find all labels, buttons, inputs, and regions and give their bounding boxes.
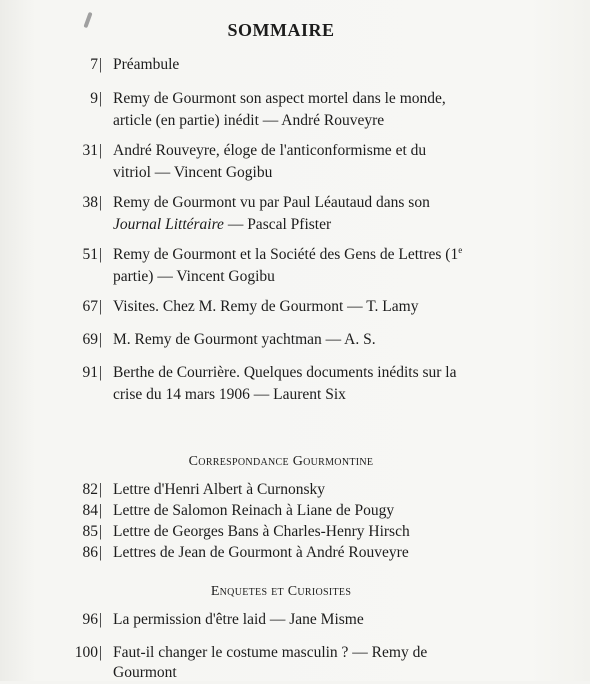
entry-page-number: 91 <box>82 364 98 381</box>
separator: | <box>99 544 103 561</box>
separator: | <box>99 364 103 381</box>
separator: | <box>99 56 103 73</box>
separator: | <box>99 194 103 211</box>
separator: | <box>99 90 103 107</box>
entry-title-line-2: article (en partie) inédit — André Rouveyre <box>113 112 385 129</box>
entry-page-number: 84 <box>82 502 98 519</box>
entry-title-line-1: Remy de Gourmont vu par Paul Léautaud dans son <box>113 194 430 211</box>
entry-title-line-1: Faut-il changer le costume masculin ? — Remy de <box>113 644 428 661</box>
entry-title-line-1: Berthe de Courrière. Quelques documents inédits sur la <box>113 364 457 381</box>
section-heading-correspondance: Correspondance Gourmontine <box>188 454 374 469</box>
entry-title-line-2: crise du 14 mars 1906 — Laurent Six <box>113 386 346 403</box>
journal-title: Journal Littéraire <box>113 216 224 233</box>
entry-title-line-1 <box>113 244 490 266</box>
separator: | <box>99 644 103 661</box>
entry-page-number: 38 <box>82 194 98 211</box>
entry-title: Visites. Chez M. Remy de Gourmont — T. Lamy <box>113 298 419 315</box>
entry-title: M. Remy de Gourmont yachtman — A. S. <box>113 331 376 348</box>
entry-title-line-1: André Rouveyre, éloge de l'anticonformisme et du <box>113 142 427 159</box>
entry-title: Lettre de Georges Bans à Charles-Henry Hirsch <box>113 523 410 540</box>
entry-title: La permission d'être laid — Jane Misme <box>113 611 364 628</box>
entry-page-number: 31 <box>82 142 98 159</box>
entry-title-line-2: partie) — Vincent Gogibu <box>113 268 275 285</box>
entry-title: Préambule <box>113 56 180 73</box>
entry-title-line-2 <box>113 214 490 236</box>
entry-page-number: 67 <box>82 298 98 315</box>
separator: | <box>99 481 103 498</box>
entry-page-number: 51 <box>82 246 98 263</box>
entry-title-text: Remy de Gourmont et la Société des Gens de Lettres (1 <box>113 246 459 263</box>
superscript: e <box>458 244 463 255</box>
entry-page-number: 85 <box>82 523 98 540</box>
entry-page-number: 100 <box>74 644 98 661</box>
separator: | <box>99 331 103 348</box>
entry-title: Lettres de Jean de Gourmont à André Rouveyre <box>113 544 409 561</box>
separator: | <box>99 523 103 540</box>
entry-page-number: 9 <box>90 90 98 107</box>
entry-page-number: 69 <box>82 331 98 348</box>
section-heading-enquetes: Enquetes et Curiosites <box>210 584 352 599</box>
entry-page-number: 7 <box>90 56 98 73</box>
separator: | <box>99 246 103 263</box>
entry-page-number: 82 <box>82 481 98 498</box>
separator: | <box>99 611 103 628</box>
entry-title-line-2: Gourmont <box>113 664 177 681</box>
entry-page-number: 96 <box>82 611 98 628</box>
separator: | <box>99 298 103 315</box>
entry-title-line-2: vitriol — Vincent Gogibu <box>113 164 273 181</box>
entry-title-line-1: Remy de Gourmont son aspect mortel dans le monde, <box>113 90 446 107</box>
separator: | <box>99 502 103 519</box>
entry-title: Lettre d'Henri Albert à Curnonsky <box>113 481 325 498</box>
separator: | <box>99 142 103 159</box>
page-title: SOMMAIRE <box>227 20 335 40</box>
entry-page-number: 86 <box>82 544 98 561</box>
entry-author: — Pascal Pfister <box>223 216 332 233</box>
entry-title: Lettre de Salomon Reinach à Liane de Pougy <box>113 502 395 519</box>
